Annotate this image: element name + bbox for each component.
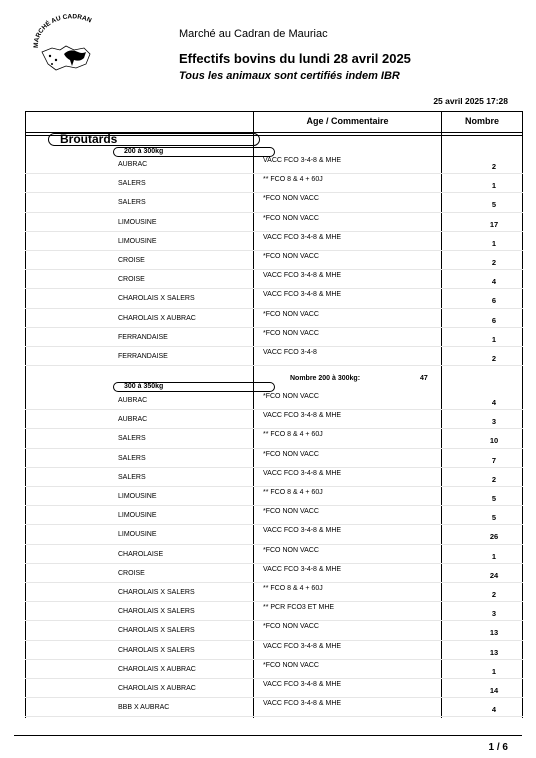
count-cell: 2 xyxy=(491,474,497,484)
table-row xyxy=(25,193,523,212)
comment-cell: VACC FCO 3-4-8 & MHE xyxy=(263,681,342,688)
breed-cell: BBB X AUBRAC xyxy=(118,704,170,712)
count-cell: 2 xyxy=(491,354,497,363)
table-row xyxy=(25,174,523,193)
count-cell: 13 xyxy=(489,647,499,657)
breed-cell: CHAROLAIS X SALERS xyxy=(118,589,195,596)
page-number: 1 / 6 xyxy=(488,742,508,753)
breed-cell: LIMOUSINE xyxy=(118,237,157,245)
breed-cell: CHAROLAIS X SALERS xyxy=(118,627,195,635)
table-row xyxy=(25,328,523,347)
table-row xyxy=(25,487,523,506)
cow-map-logo-icon xyxy=(28,14,110,76)
group-label: 300 à 350kg xyxy=(124,383,164,390)
table-row xyxy=(25,468,523,487)
count-cell: 1 xyxy=(491,551,497,561)
table-row xyxy=(25,545,523,564)
breed-cell: AUBRAC xyxy=(118,397,148,404)
table-row xyxy=(25,309,523,328)
comment-cell: VACC FCO 3-4-8 & MHE xyxy=(263,642,342,650)
table-row xyxy=(25,679,523,698)
comment-cell: VACC FCO 3-4-8 & MHE xyxy=(263,233,342,241)
logo-arc-text: MARCHÉ AU CADRAN xyxy=(32,14,93,49)
table-row xyxy=(25,232,523,251)
breed-cell: CROISE xyxy=(118,569,145,577)
table-row xyxy=(25,564,523,583)
table-row xyxy=(25,289,523,308)
table-row xyxy=(25,270,523,289)
breed-cell: FERRANDAISE xyxy=(118,353,168,360)
comment-cell: VACC FCO 3-4-8 & MHE xyxy=(263,157,342,164)
count-cell: 13 xyxy=(489,628,499,638)
section-label: Broutards xyxy=(60,132,118,146)
comment-cell: *FCO NON VACC xyxy=(263,546,319,554)
count-cell: 1 xyxy=(491,238,497,248)
table-row xyxy=(25,155,523,174)
page-subtitle: Tous les animaux sont certifiés indem IBR xyxy=(179,70,400,82)
table-row xyxy=(25,525,523,544)
comment-cell: *FCO NON VACC xyxy=(263,214,319,222)
footer-divider xyxy=(14,735,522,736)
column-header-count: Nombre xyxy=(464,116,499,126)
count-cell: 2 xyxy=(491,590,497,599)
count-cell: 26 xyxy=(489,532,499,542)
table-row xyxy=(25,641,523,660)
breed-cell: SALERS xyxy=(118,180,146,188)
count-cell: 4 xyxy=(491,398,497,407)
comment-cell: ** FCO 8 & 4 + 60J xyxy=(263,585,323,592)
breed-cell: CROISE xyxy=(118,276,145,284)
table-row xyxy=(25,347,523,366)
count-cell: 5 xyxy=(491,200,497,210)
breed-cell: CHAROLAIS X AUBRAC xyxy=(118,665,196,673)
breed-cell: CHAROLAISE xyxy=(118,550,164,558)
comment-cell: VACC FCO 3-4-8 & MHE xyxy=(263,527,342,535)
count-cell: 1 xyxy=(491,666,497,676)
count-cell: 1 xyxy=(491,334,497,344)
breed-cell: SALERS xyxy=(118,199,146,207)
table-row xyxy=(25,449,523,468)
comment-cell: *FCO NON VACC xyxy=(263,329,319,337)
table-row xyxy=(25,251,523,270)
comment-cell: VACC FCO 3-4-8 & MHE xyxy=(263,469,342,477)
breed-cell: FERRANDAISE xyxy=(118,333,168,341)
market-logo xyxy=(28,14,110,76)
print-datetime: 25 avril 2025 17:28 xyxy=(433,96,508,106)
table-row xyxy=(25,698,523,717)
comment-cell: VACC FCO 3-4-8 & MHE xyxy=(263,272,342,280)
group-label: 200 à 300kg xyxy=(124,148,164,155)
comment-cell: VACC FCO 3-4-8 & MHE xyxy=(263,565,342,573)
breed-cell: CHAROLAIS X SALERS xyxy=(118,295,195,303)
comment-cell: VACC FCO 3-4-8 xyxy=(263,349,317,356)
breed-cell: CHAROLAIS X AUBRAC xyxy=(118,685,196,692)
comment-cell: ** FCO 8 & 4 + 60J xyxy=(263,431,323,439)
count-cell: 10 xyxy=(489,436,499,446)
breed-cell: LIMOUSINE xyxy=(118,218,157,226)
comment-cell: *FCO NON VACC xyxy=(263,623,319,631)
count-cell: 5 xyxy=(491,494,497,503)
count-cell: 3 xyxy=(491,609,497,619)
breed-cell: SALERS xyxy=(118,473,146,481)
market-name: Marché au Cadran de Mauriac xyxy=(179,28,328,40)
count-cell: 2 xyxy=(491,258,497,267)
count-cell: 6 xyxy=(491,315,497,325)
comment-cell: *FCO NON VACC xyxy=(263,310,319,318)
count-cell: 5 xyxy=(491,513,497,523)
count-cell: 3 xyxy=(491,417,497,427)
page-title: Effectifs bovins du lundi 28 avril 2025 xyxy=(179,51,411,66)
breed-cell: LIMOUSINE xyxy=(118,512,157,520)
comment-cell: *FCO NON VACC xyxy=(263,661,319,669)
breed-cell: LIMOUSINE xyxy=(118,493,157,500)
comment-cell: VACC FCO 3-4-8 & MHE xyxy=(263,412,342,420)
count-cell: 2 xyxy=(491,162,497,171)
table-row xyxy=(25,213,523,232)
breed-cell: CHAROLAIS X AUBRAC xyxy=(118,314,196,322)
count-cell: 14 xyxy=(489,686,499,695)
comment-cell: VACC FCO 3-4-8 & MHE xyxy=(263,700,342,708)
column-header-age-comment: Age / Commentaire xyxy=(306,116,389,126)
comment-cell: *FCO NON VACC xyxy=(263,450,319,458)
breed-cell: SALERS xyxy=(118,454,146,462)
comment-cell: *FCO NON VACC xyxy=(263,253,319,260)
group-subtotal-label: Nombre 200 à 300kg: xyxy=(290,375,361,382)
table-row xyxy=(25,621,523,640)
table-row xyxy=(25,410,523,429)
count-cell: 1 xyxy=(491,181,497,191)
comment-cell: *FCO NON VACC xyxy=(263,393,319,400)
breed-cell: CROISE xyxy=(118,257,145,264)
table-row xyxy=(25,583,523,602)
count-cell: 6 xyxy=(491,296,497,306)
breed-cell: AUBRAC xyxy=(118,416,148,424)
breed-cell: SALERS xyxy=(118,435,146,443)
table-row xyxy=(25,429,523,448)
comment-cell: *FCO NON VACC xyxy=(263,195,319,203)
count-cell: 7 xyxy=(491,455,497,465)
table-row xyxy=(25,506,523,525)
count-cell: 24 xyxy=(489,570,499,580)
comment-cell: ** FCO 8 & 4 + 60J xyxy=(263,489,323,496)
breed-cell: CHAROLAIS X SALERS xyxy=(118,608,195,616)
breed-cell: AUBRAC xyxy=(118,161,148,168)
comment-cell: *FCO NON VACC xyxy=(263,508,319,516)
comment-cell: VACC FCO 3-4-8 & MHE xyxy=(263,291,342,299)
table-row xyxy=(25,660,523,679)
breed-cell: CHAROLAIS X SALERS xyxy=(118,646,195,654)
comment-cell: ** FCO 8 & 4 + 60J xyxy=(263,176,323,184)
count-cell: 4 xyxy=(491,277,497,287)
count-cell: 17 xyxy=(489,219,499,229)
breed-cell: LIMOUSINE xyxy=(118,531,157,539)
table-row xyxy=(25,602,523,621)
count-cell: 4 xyxy=(491,705,497,715)
table-row xyxy=(25,391,523,410)
group-subtotal-value: 47 xyxy=(420,375,428,382)
comment-cell: ** PCR FCO3 ET MHE xyxy=(263,604,335,612)
